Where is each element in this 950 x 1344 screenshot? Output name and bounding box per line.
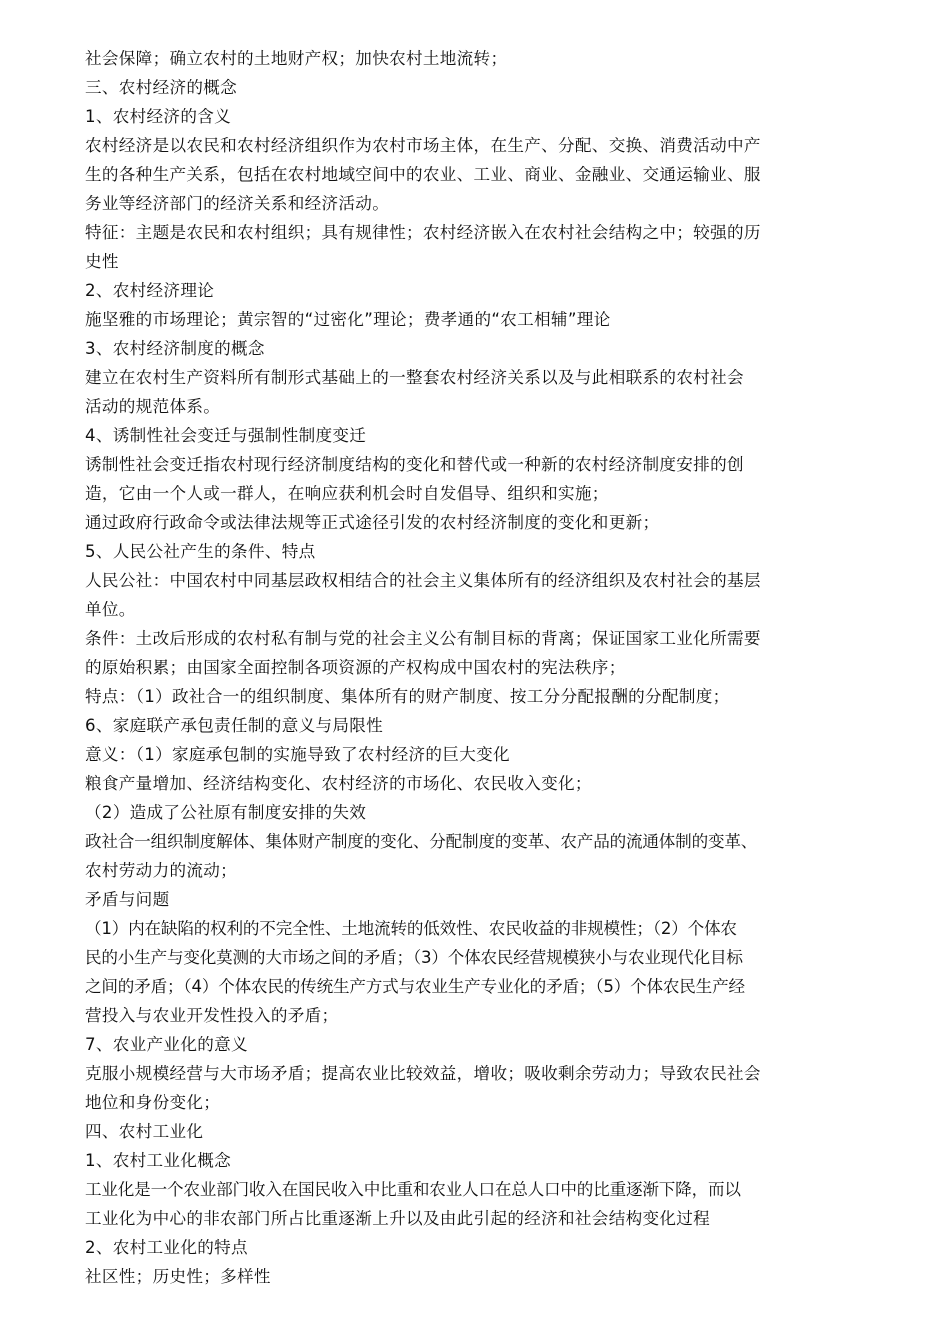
section-heading: 三、农村经济的概念 [85, 78, 238, 97]
subsection-heading: 4、诱制性社会变迁与强制性制度变迁 [85, 426, 367, 445]
text-line: 粮食产量增加、经济结构变化、农村经济的市场化、农民收入变化； [85, 774, 592, 793]
text-line: 的原始积累；由国家全面控制各项资源的产权构成中国农村的宪法秩序； [85, 658, 626, 677]
text-line: 施坚雅的市场理论；黄宗智的“过密化”理论；费孝通的“农工相辅”理论 [85, 310, 611, 329]
text-line: 社区性；历史性；多样性 [85, 1267, 271, 1286]
subsection-heading: 5、人民公社产生的条件、特点 [85, 542, 316, 561]
text-line: 政社合一组织制度解体、集体财产制度的变化、分配制度的变革、农产品的流通体制的变革、 [85, 832, 758, 851]
text-line: 工业化是一个农业部门收入在国民收入中比重和农业人口在总人口中的比重逐渐下降，而以 [85, 1180, 741, 1199]
text-line: 建立在农村生产资料所有制形式基础上的一整套农村经济关系以及与此相联系的农村社会 [85, 368, 744, 387]
text-line: 农村经济是以农民和农村经济组织作为农村市场主体，在生产、分配、交换、消费活动中产 [85, 136, 761, 155]
subsection-heading: 6、家庭联产承包责任制的意义与局限性 [85, 716, 384, 735]
text-line: 之间的矛盾；（4）个体农民的传统生产方式与农业生产专业化的矛盾；（5）个体农民生产经 [85, 977, 745, 996]
document-page [85, 44, 865, 1291]
text-line: （1）内在缺陷的权利的不完全性、土地流转的低效性、农民收益的非规模性；（2）个体农 [85, 919, 737, 938]
text-line: 克服小规模经营与大市场矛盾；提高农业比较效益，增收；吸收剩余劳动力；导致农民社会 [85, 1064, 761, 1083]
text-line: 务业等经济部门的经济关系和经济活动。 [85, 194, 390, 213]
text-line: 营投入与农业开发性投入的矛盾； [85, 1006, 339, 1025]
text-line: 生的各种生产关系，包括在农村地域空间中的农业、工业、商业、金融业、交通运输业、服 [85, 165, 761, 184]
text-line: 造，它由一个人或一群人，在响应获利机会时自发倡导、组织和实施； [85, 484, 609, 503]
text-line: 史性 [85, 252, 119, 271]
subsection-heading: 7、农业产业化的意义 [85, 1035, 248, 1054]
text-line: 农村劳动力的流动； [85, 861, 238, 880]
text-line: 意义：（1）家庭承包制的实施导致了农村经济的巨大变化 [85, 745, 510, 764]
text-line: （2）造成了公社原有制度安排的失效 [85, 803, 367, 822]
text-line: 特点：（1）政社合一的组织制度、集体所有的财产制度、按工分分配报酬的分配制度； [85, 687, 730, 706]
subsection-heading: 3、农村经济制度的概念 [85, 339, 265, 358]
text-line: 单位。 [85, 600, 136, 619]
subsection-heading: 2、农村工业化的特点 [85, 1238, 248, 1257]
text-line: 人民公社：中国农村中同基层政权相结合的社会主义集体所有的经济组织及农村社会的基层 [85, 571, 761, 590]
text-line: 社会保障；确立农村的土地财产权；加快农村土地流转； [85, 49, 508, 68]
text-line: 民的小生产与变化莫测的大市场之间的矛盾；（3）个体农民经营规模狭小与农业现代化目标 [85, 948, 743, 967]
text-line: 特征：主题是农民和农村组织；具有规律性；农村经济嵌入在农村社会结构之中；较强的历 [85, 223, 761, 242]
text-line: 诱制性社会变迁指农村现行经济制度结构的变化和替代或一种新的农村经济制度安排的创 [85, 455, 744, 474]
subsection-heading: 1、农村经济的含义 [85, 107, 232, 126]
subsection-heading: 2、农村经济理论 [85, 281, 215, 300]
section-heading: 四、农村工业化 [85, 1122, 204, 1141]
text-line: 矛盾与问题 [85, 890, 170, 909]
text-line: 地位和身份变化； [85, 1093, 221, 1112]
text-line: 通过政府行政命令或法律法规等正式途径引发的农村经济制度的变化和更新； [85, 513, 660, 532]
text-line: 条件：土改后形成的农村私有制与党的社会主义公有制目标的背离；保证国家工业化所需要 [85, 629, 761, 648]
subsection-heading: 1、农村工业化概念 [85, 1151, 232, 1170]
text-line: 活动的规范体系。 [85, 397, 221, 416]
text-line: 工业化为中心的非农部门所占比重逐渐上升以及由此引起的经济和社会结构变化过程 [85, 1209, 711, 1228]
